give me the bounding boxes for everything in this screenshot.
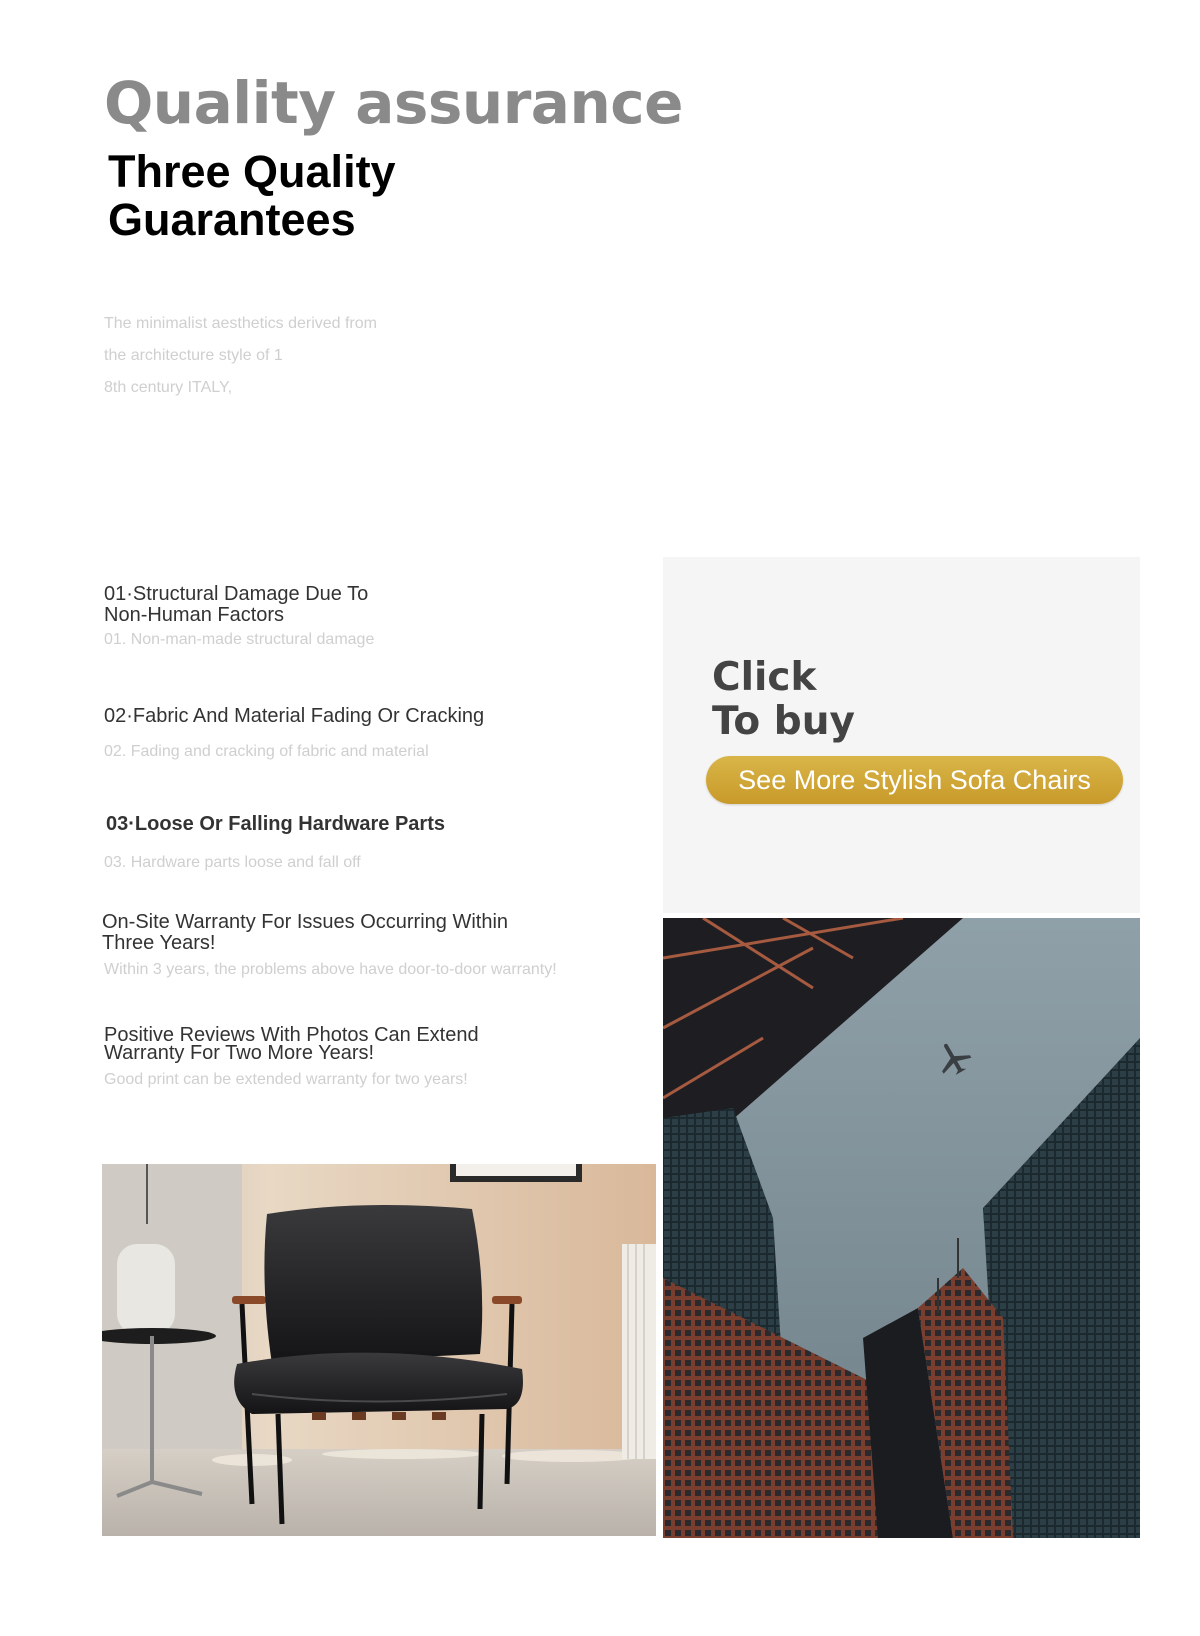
guarantee-title-line-1: On-Site Warranty For Issues Occurring Within: [102, 911, 509, 933]
cta-title: [712, 656, 855, 744]
guarantee-title: [104, 584, 584, 626]
skyscrapers-photo: [663, 918, 1140, 1538]
guarantee-title: [102, 912, 622, 954]
guarantee-desc: Within 3 years, the problems above have door-to-door warranty!: [104, 961, 557, 978]
guarantee-desc: 03. Hardware parts loose and fall off: [104, 854, 361, 871]
see-more-sofa-chairs-button[interactable]: See More Stylish Sofa Chairs: [706, 756, 1123, 804]
cta-title-line-1: Click: [712, 655, 817, 700]
guarantee-desc: Good print can be extended warranty for two years!: [104, 1071, 468, 1088]
guarantee-item-extended-warranty: [104, 1026, 584, 1090]
intro-line: The minimalist aesthetics derived from: [104, 315, 377, 332]
intro-line: the architecture style of 1: [104, 347, 283, 364]
armchair-photo: [102, 1164, 656, 1536]
guarantee-title: 03·Loose Or Falling Hardware Parts: [106, 813, 445, 835]
guarantee-desc: 01. Non-man-made structural damage: [104, 631, 375, 648]
guarantee-item-fabric: [104, 706, 584, 762]
guarantee-title-line-1: 01·Structural Damage Due To: [104, 583, 369, 605]
guarantee-desc: 02. Fading and cracking of fabric and material: [104, 743, 429, 760]
intro-text: [104, 308, 404, 404]
section-eyebrow: Quality assurance: [104, 69, 683, 137]
guarantee-item-hardware: [106, 814, 586, 873]
guarantee-title-line-1: Positive Reviews With Photos Can Extend: [104, 1024, 479, 1046]
guarantee-title: 02·Fabric And Material Fading Or Cracking: [104, 705, 485, 727]
guarantee-title-line-2: Warranty For Two More Years!: [104, 1042, 375, 1064]
guarantee-title-line-2: Three Years!: [102, 932, 216, 954]
guarantee-item-structural: [104, 584, 584, 650]
page-title-line-2: Guarantees: [108, 194, 356, 245]
cta-title-line-2: To buy: [712, 699, 855, 744]
page-title-line-1: Three Quality: [108, 146, 396, 197]
guarantee-item-onsite-warranty: [102, 912, 622, 980]
guarantee-title: [104, 1026, 584, 1062]
intro-line: 8th century ITALY,: [104, 379, 233, 396]
page-title: [108, 148, 608, 244]
guarantee-title-line-2: Non-Human Factors: [104, 604, 285, 626]
